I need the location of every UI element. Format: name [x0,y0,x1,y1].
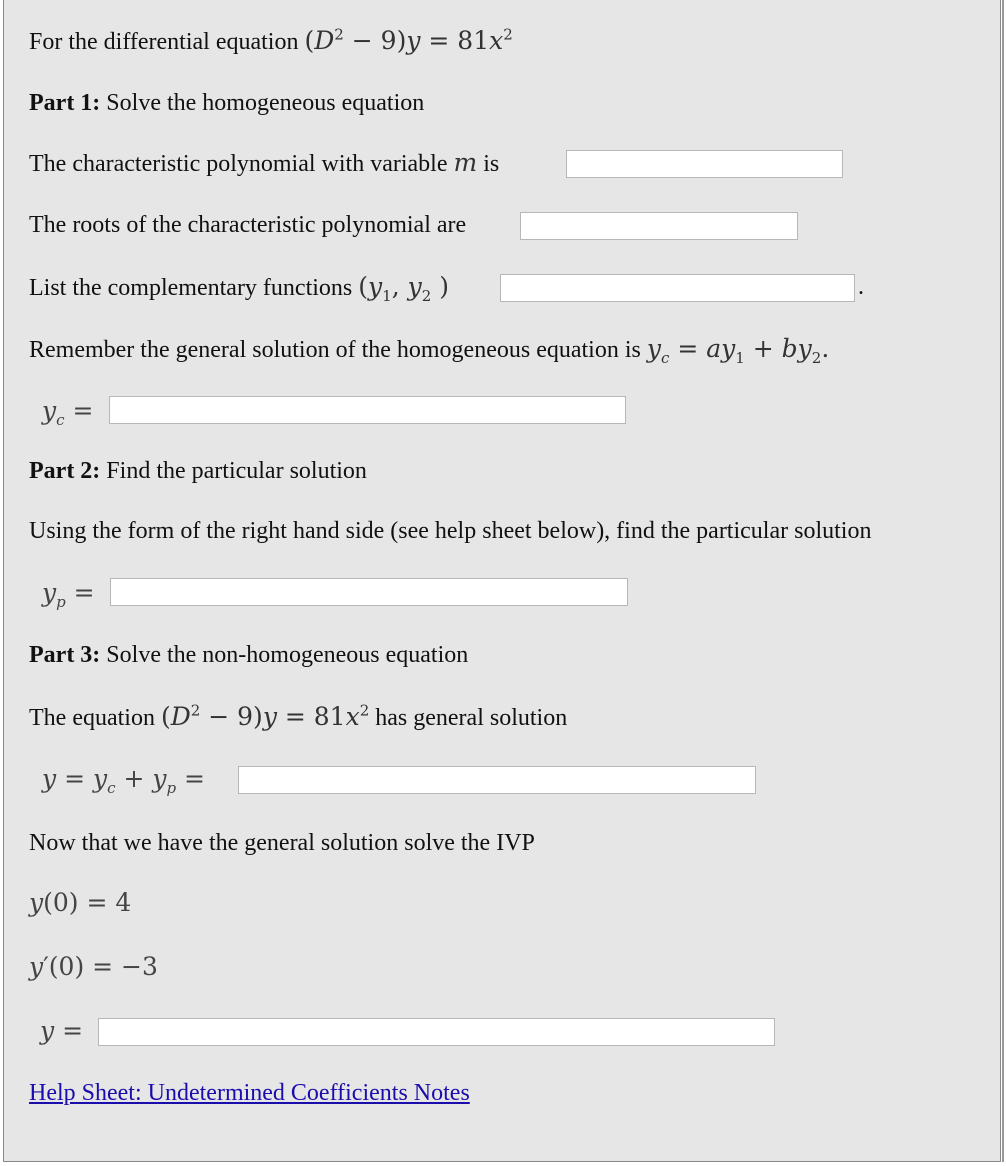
complementary-line [29,272,449,303]
part3-equation-prefix: The equation [29,705,155,731]
char-poly-input[interactable] [566,150,843,178]
part2-label: Part 2: [29,458,101,484]
y-label: y = [40,1016,84,1045]
char-poly-prefix: The characteristic polynomial with variable [29,151,448,177]
intro-line [29,26,513,57]
part1-label: Part 1: [29,90,101,116]
final-solution-input[interactable] [98,1018,775,1046]
part2-title: Find the particular solution [106,458,367,484]
help-sheet-link[interactable]: Help Sheet: Undetermined Coefficients Notes [29,1080,470,1106]
char-poly-line [29,148,499,179]
initial-condition-2: y′(0) = −3 [29,952,158,981]
roots-line [29,210,466,240]
help-line [29,1078,470,1108]
part3-equation: $(D^2 - 9)y = 81x^2$ [160,701,370,731]
part3-label: Part 3: [29,642,101,668]
part3-equation-suffix: has general solution [375,705,568,731]
part3-heading [29,640,468,670]
yc-input[interactable] [109,396,626,424]
remember-math: $y_c = ay_1 + by_2$. [646,334,830,367]
complementary-input[interactable] [500,274,855,302]
problem-panel [3,0,1001,1162]
general-solution-label: $y = y_c + y_p$ = [42,764,205,797]
part2-instructions: Using the form of the right hand side (see help sheet below), find the particular solution [29,518,872,544]
intro-equation: $(D^2 - 9)y = 81x^2$ [304,25,513,55]
part2-heading [29,456,367,486]
initial-condition-1: y(0) = 4 [29,888,132,917]
remember-text: Remember the general solution of the homogeneous equation is [29,337,641,363]
complementary-math: ($y_1$, $y_2$ ) [358,272,449,305]
part3-equation-line [29,702,567,733]
part1-title: Solve the homogeneous equation [106,90,425,116]
yp-label: $y_p$ = [42,578,95,611]
intro-text: For the differential equation [29,29,299,55]
yp-input[interactable] [110,578,628,606]
complementary-text: List the complementary functions [29,275,353,301]
char-poly-variable: m [453,148,478,177]
ivp-text: Now that we have the general solution solve the IVP [29,830,535,856]
char-poly-suffix: is [483,151,500,177]
yc-label: $y_c$ = [42,396,94,429]
panel-right-border [1002,0,1004,1162]
complementary-period: . [858,274,864,300]
roots-text: The roots of the characteristic polynomial are [29,212,467,238]
general-solution-input[interactable] [238,766,756,794]
remember-line [29,334,829,365]
part3-title: Solve the non-homogeneous equation [106,642,469,668]
roots-input[interactable] [520,212,798,240]
part1-heading [29,88,424,118]
